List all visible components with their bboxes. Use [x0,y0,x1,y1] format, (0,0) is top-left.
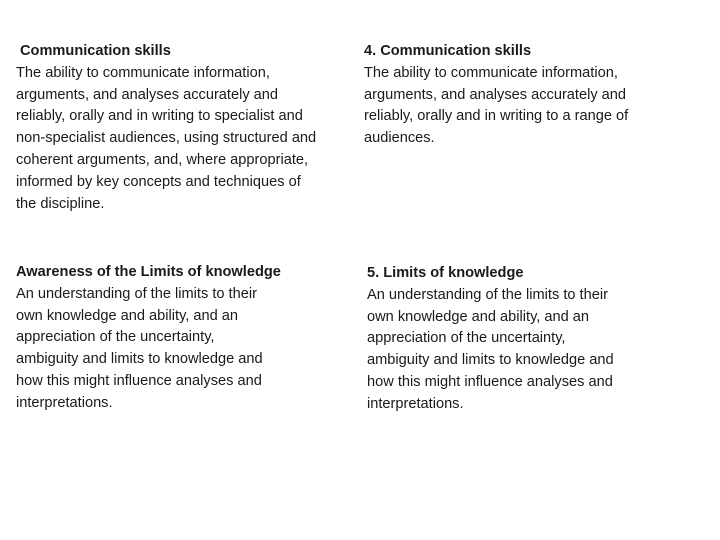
block-text-line: interpretations. [16,394,113,411]
communication-skills-revised-block [364,41,628,150]
block-text-line: appreciation of the uncertainty, [16,329,215,346]
block-text-line: The ability to communicate information, [364,64,618,81]
block-text-line: An understanding of the limits to their [16,285,257,302]
block-text-line: audiences. [364,130,435,147]
block-text-line: coherent arguments, and, where appropriate, [16,151,309,168]
limits-of-knowledge-original-block [16,262,281,415]
limits-of-knowledge-revised-block [367,263,614,416]
communication-skills-original-block [16,41,316,215]
block-text-line: the discipline. [16,195,105,212]
block-text-line: appreciation of the uncertainty, [367,330,566,347]
block-text-line: how this might influence analyses and [16,372,262,389]
block-text-line: arguments, and analyses accurately and [364,86,627,103]
block-title: Awareness of the Limits of knowledge [16,264,281,280]
block-text-line: how this might influence analyses and [367,373,613,390]
block-title: 5. Limits of knowledge [367,265,524,281]
block-text-line: arguments, and analyses accurately and [16,86,279,103]
block-text-line: An understanding of the limits to their [367,286,608,303]
block-text-line: informed by key concepts and techniques of [16,173,301,190]
block-text-line: reliably, orally and in writing to specialist and [16,108,303,125]
block-text-line: own knowledge and ability, and an [367,308,590,325]
block-text-line: non-specialist audiences, using structured and [16,130,317,147]
block-text-line: The ability to communicate information, [16,64,270,81]
block-title: 4. Communication skills [364,43,532,59]
block-text-line: ambiguity and limits to knowledge and [16,351,263,368]
block-text-line: own knowledge and ability, and an [16,307,239,324]
block-text-line: interpretations. [367,395,464,412]
block-text-line: ambiguity and limits to knowledge and [367,352,614,369]
block-title: Communication skills [20,43,171,59]
block-text-line: reliably, orally and in writing to a range of [364,108,629,125]
